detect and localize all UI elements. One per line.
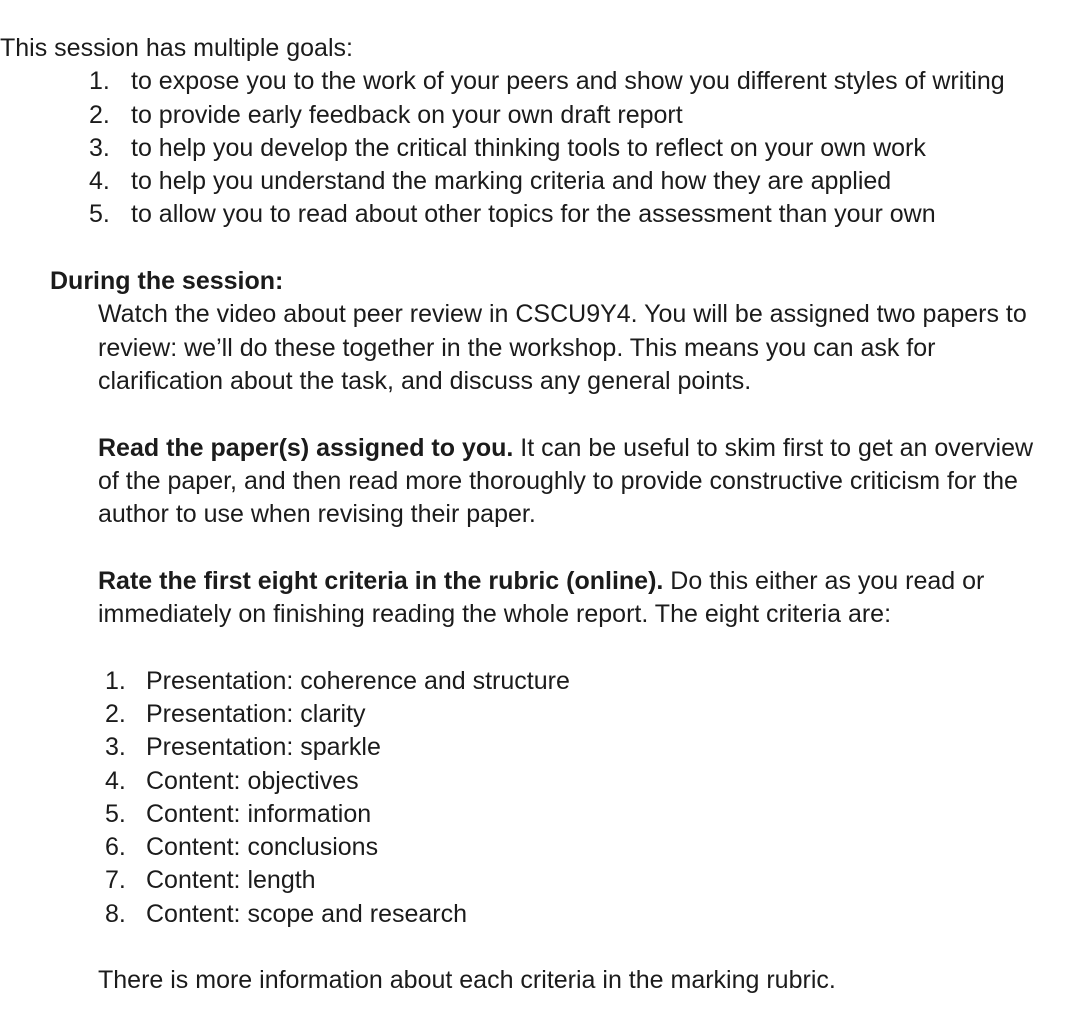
- criteria-text: Presentation: clarity: [146, 699, 366, 728]
- criteria-number: 1.: [105, 666, 126, 695]
- criteria-text: Content: length: [146, 866, 316, 895]
- criteria-item: [0, 798, 1080, 831]
- footer-note: There is more information about each criteria in the marking rubric.: [98, 966, 836, 995]
- rate-paragraph-lead: Rate the first eight criteria in the rubric (online).: [98, 566, 664, 595]
- criteria-text: Presentation: coherence and structure: [146, 666, 570, 695]
- goal-text: to provide early feedback on your own draft report: [131, 100, 683, 129]
- read-paragraph-lead: Read the paper(s) assigned to you.: [98, 433, 514, 462]
- rate-paragraph: [98, 565, 1040, 632]
- criteria-item: [0, 698, 1080, 731]
- criteria-text: Content: conclusions: [146, 833, 379, 862]
- goal-text: to help you develop the critical thinking tools to reflect on your own work: [131, 133, 926, 162]
- goal-item: [0, 99, 1080, 132]
- during-session-body: [98, 298, 1040, 631]
- document-page: [0, 32, 1080, 998]
- goal-text: to help you understand the marking criteria and how they are applied: [131, 167, 892, 196]
- criteria-number: 3.: [105, 733, 126, 762]
- goal-text: to allow you to read about other topics for the assessment than your own: [131, 200, 936, 229]
- goal-number: 3.: [89, 133, 110, 162]
- criteria-item: [0, 731, 1080, 764]
- criteria-item: [0, 765, 1080, 798]
- criteria-item: [0, 665, 1080, 698]
- criteria-number: 7.: [105, 866, 126, 895]
- video-paragraph: Watch the video about peer review in CSCU9Y4. You will be assigned two papers to review: we’ll do these together in the workshop. This means you can ask for clarification about the task, and discuss any general points.: [98, 300, 1027, 395]
- read-paragraph-text: It can be useful to skim first to get an overview of the paper, and then read more thoroughly to provide constructive criticism for the author to use when revising their paper.: [98, 433, 1034, 529]
- goal-item: [0, 65, 1080, 98]
- criteria-number: 4.: [105, 766, 126, 795]
- goal-number: 1.: [89, 67, 110, 96]
- goal-number: 2.: [89, 100, 110, 129]
- goals-list: [0, 65, 1080, 231]
- criteria-text: Content: objectives: [146, 766, 359, 795]
- goal-text: to expose you to the work of your peers and show you different styles of writing: [131, 67, 1005, 96]
- criteria-number: 5.: [105, 799, 126, 828]
- criteria-item: [0, 898, 1080, 931]
- criteria-text: Content: scope and research: [146, 899, 468, 928]
- goal-item: [0, 198, 1080, 231]
- goal-number: 5.: [89, 200, 110, 229]
- criteria-number: 2.: [105, 699, 126, 728]
- intro-text: This session has multiple goals:: [0, 34, 353, 62]
- criteria-text: Presentation: sparkle: [146, 733, 381, 762]
- criteria-list: [0, 665, 1080, 931]
- goal-number: 4.: [89, 167, 110, 196]
- criteria-text: Content: information: [146, 799, 372, 828]
- footer-block: [98, 964, 1040, 997]
- criteria-item: [0, 864, 1080, 897]
- read-paragraph: [98, 432, 1040, 532]
- during-session-heading: During the session:: [50, 267, 284, 296]
- rate-paragraph-text: Do this either as you read or immediately on finishing reading the whole report. The eight criteria are:: [98, 566, 985, 629]
- goal-item: [0, 132, 1080, 165]
- criteria-number: 8.: [105, 899, 126, 928]
- goal-item: [0, 165, 1080, 198]
- criteria-item: [0, 831, 1080, 864]
- criteria-number: 6.: [105, 833, 126, 862]
